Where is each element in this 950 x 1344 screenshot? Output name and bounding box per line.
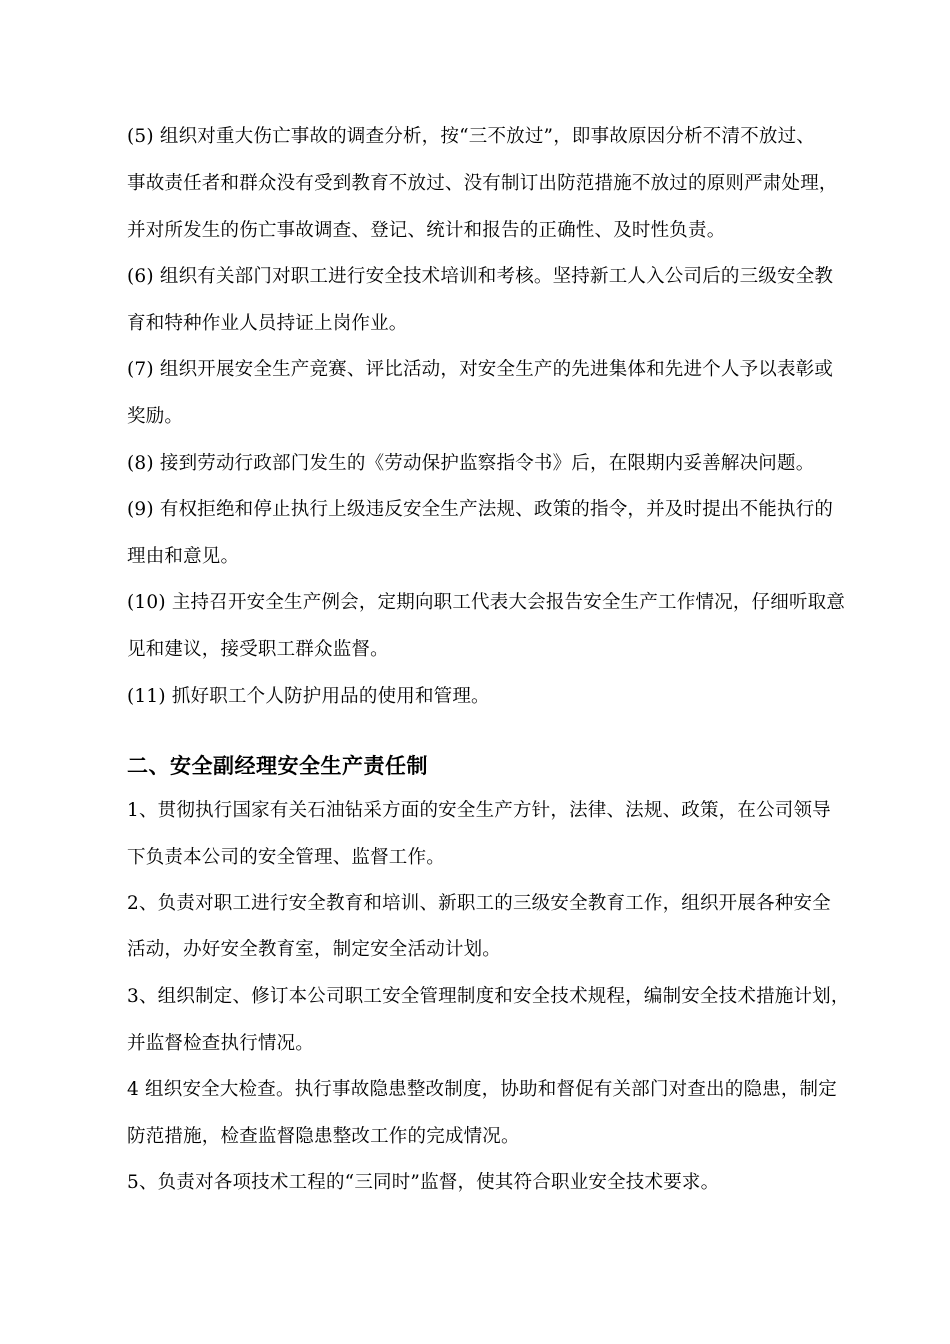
text-line: 并对所发生的伤亡事故调查、登记、统计和报告的正确性、及时性负责。: [127, 220, 726, 241]
text-line: (9) 有权拒绝和停止执行上级违反安全生产法规、政策的指令，并及时提出不能执行的: [127, 499, 834, 520]
text-line: 活动，办好安全教育室，制定安全活动计划。: [127, 939, 502, 960]
text-line: (10) 主持召开安全生产例会，定期向职工代表大会报告安全生产工作情况，仔细听取意: [127, 592, 846, 613]
text-line: 理由和意见。: [127, 546, 240, 567]
text-line: 5、负责对各项技术工程的“三同时”监督，使其符合职业安全技术要求。: [127, 1172, 720, 1193]
text-line: 4 组织安全大检查。执行事故隐患整改制度，协助和督促有关部门对查出的隐患，制定: [127, 1079, 837, 1100]
text-line: 见和建议，接受职工群众监督。: [127, 639, 389, 660]
text-line: (5) 组织对重大伤亡事故的调查分析，按“三不放过”，即事故原因分析不清不放过、: [127, 126, 816, 147]
text-line: 下负责本公司的安全管理、监督工作。: [127, 847, 445, 868]
text-line: 事故责任者和群众没有受到教育不放过、没有制订出防范措施不放过的原则严肃处理，: [127, 173, 838, 194]
text-line: (6) 组织有关部门对职工进行安全技术培训和考核。坚持新工人入公司后的三级安全教: [127, 266, 834, 287]
text-line: 并监督检查执行情况。: [127, 1033, 315, 1054]
text-line: (7) 组织开展安全生产竞赛、评比活动，对安全生产的先进集体和先进个人予以表彰或: [127, 359, 834, 380]
text-line: 2、负责对职工进行安全教育和培训、新职工的三级安全教育工作，组织开展各种安全: [127, 893, 831, 914]
text-line: 1、贯彻执行国家有关石油钻采方面的安全生产方针，法律、法规、政策，在公司领导: [127, 800, 831, 821]
text-line: 3、组织制定、修订本公司职工安全管理制度和安全技术规程，编制安全技术措施计划，: [127, 986, 850, 1007]
section-heading: 二、安全副经理安全生产责任制: [127, 753, 428, 778]
text-line: 奖励。: [127, 406, 184, 427]
text-line: 防范措施，检查监督隐患整改工作的完成情况。: [127, 1126, 520, 1147]
text-line: (8) 接到劳动行政部门发生的《劳动保护监察指令书》后，在限期内妥善解决问题。: [127, 453, 815, 474]
text-line: (11) 抓好职工个人防护用品的使用和管理。: [127, 686, 490, 707]
text-line: 育和特种作业人员持证上岗作业。: [127, 313, 408, 334]
